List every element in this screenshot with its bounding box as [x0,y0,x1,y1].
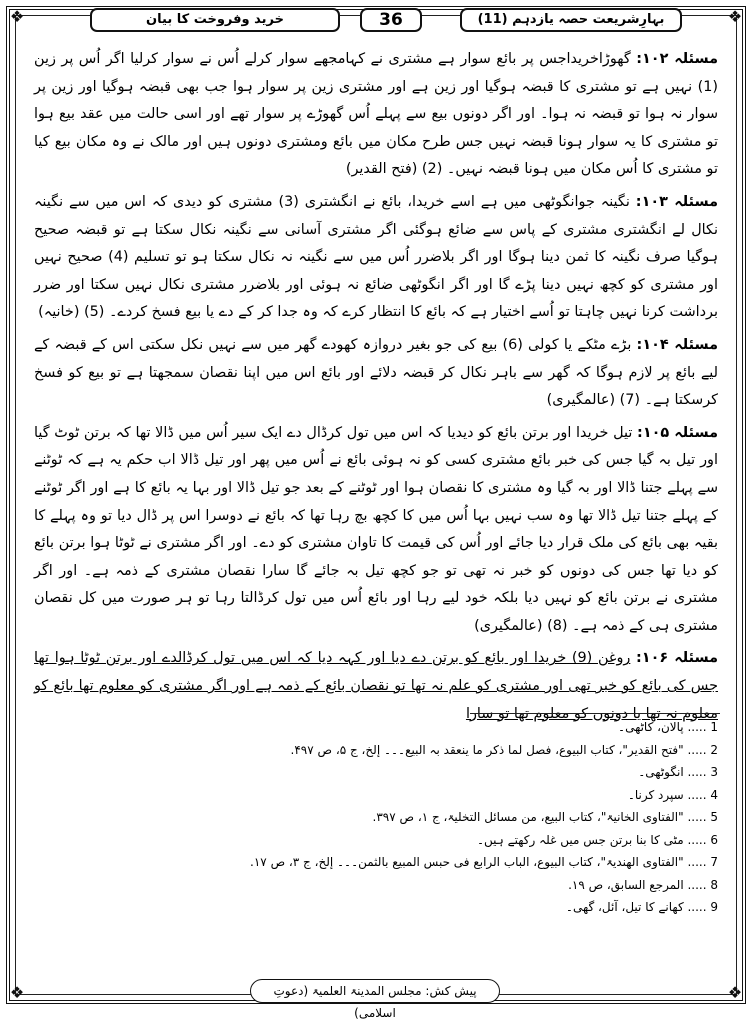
masala-label: مسئلہ ۱۰۵: [637,424,719,441]
footnote-item: 5 ..... "الفتاوی الخانیۃ"، کتاب البیع، من مسائل التخلیۃ، ج ۱، ص ۳۹۷. [372,810,718,824]
page-number: 36 [360,8,422,32]
publisher-footer: پیش کش: مجلس المدینۃ العلمیۃ (دعوتِ اسلامی) [250,979,500,1003]
masala-text: نگینہ جوانگوٹھی میں ہے اسے خریدا، بائع نے انگشتری (3) مشتری کو دیدی کہ اس میں سے نگینہ نکال لے انگشتری مشتری کے پاس سے ضائع ہوگئی اگر مشتری آسانی سے نگینہ نکال سکتا ہے تو قبضہ صحیح ہوگیا صرف نگینہ کا ثمن دینا ہوگا اور اگر بلاضرر اُس میں سے نگینہ نہ نکال سکتا ہو تو تسلیم (4) صحیح نہیں اور مشتری کو کچھ نہیں دینا پڑے گا اور اگر انگوٹھی ضائع نہ ہوئی اور بلاضرر مشتری نکال نہیں سکتا اور ضرر برداشت کرنا نہیں چاہتا تو اُسے اختیار ہے کہ بائع کا انتظار کرے کہ وہ جدا کر کے دے یا بیع فسخ کردے۔ (5) (خانیہ) [34,193,719,321]
masala-text: روغن (9) خریدا اور بائع کو برتن دے دیا اور کہہ دیا کہ اس میں تول کرڈالدے اور برتن ٹوٹا ہوا تھا جس کی بائع کو خبر تھی اور مشتری کو علم نہ تھا تو نقصان بائع کے ذمہ ہے اور اگر مشتری کو معلوم تھا بائع کو معلوم نہ تھا یا دونوں کو معلوم تھا تو سارا [34,650,718,722]
masala-label: مسئلہ ۱۰۴: [636,336,718,353]
footnote-item: 8 ..... المرجع السابق، ص ۱۹. [568,877,718,892]
main-text [34,46,718,733]
footnote-item: 2 ..... "فتح القدیر"، کتاب البیوع، فصل لما ذکر ما ینعقد بہ البیع۔۔۔ إلخ، ج ۵، ص ۴۹۷. [290,742,718,757]
masala-label: مسئلہ ۱۰۲: [636,51,719,67]
footnote-item: 3 ..... انگوٹھی۔ [638,765,718,779]
masala-105 [34,420,718,641]
chapter-title: خرید وفروخت کا بیان [90,8,340,32]
footnote-item: 6 ..... مٹی کا بنا برتن جس میں غلہ رکھتے ہیں۔ [476,832,718,847]
masala-104 [34,332,718,415]
corner-ornament-icon: ❖ [727,7,743,26]
masala-label: مسئلہ ۱۰۳: [635,193,719,210]
footnotes [34,716,718,919]
footnote-item: 7 ..... "الفتاوی الھندیۃ"، کتاب البیوع، الباب الرابع فی حبس المبیع بالثمن۔۔۔ إلخ، ج ۳، ص ۱۷. [250,855,718,869]
page-header [20,6,732,34]
masala-label: مسئلہ ۱۰۶: [636,650,718,667]
corner-ornament-icon: ❖ [9,7,25,26]
footnote-item: 9 ..... کھانے کا تیل، آئل، گھی۔ [565,900,718,914]
footnote-divider [470,713,720,714]
footnote-item: 1 ..... پالان، کاٹھی۔ [618,720,718,734]
book-title: بہارِشریعت حصہ یازدہم (11) [460,8,682,32]
masala-102 [34,46,718,184]
masala-text: گھوڑاخریداجس پر بائع سوار ہے مشتری نے کہامجھے سوار کرلے اُس نے سوار کرلیا اگر اُس پر زین (1) نہیں ہے تو مشتری کا قبضہ ہوگیا اور زین ہے اور مشتری زین پر سوار ہوا جب بھی قبضہ ہوگیا اور زین پر سوار نہ ہوا تو قبضہ نہ ہوا۔ اور اگر دونوں بیع سے پہلے اُس گھوڑے پر سوار تھے اور اسی حالت میں عقد بیع ہوا تو مشتری کا یہ سوار ہونا قبضہ نہیں جس طرح مکان میں بائع ومشتری دونوں ہیں اور مالک نے وہ مکان بیع کیا تو مشتری کا اُس مکان میں ہونا قبضہ نہیں۔ (2) (فتح القدیر) [34,51,718,178]
masala-text: تیل خریدا اور برتن بائع کو دیدیا کہ اس میں تول کرڈال دے ایک سیر اُس میں ڈالا تھا کہ برتن ٹوٹ گیا اور تیل بہ گیا جس کی خبر بائع مشتری کسی کو نہ ہوئی بائع نے اُس میں پھر اور تیل ڈالا اب حکم یہ ہے کہ ٹوٹنے سے پہلے جتنا ڈالا اور بہ گیا وہ مشتری کا نقصان ہوا اور ٹوٹنے کے بعد جو تیل ڈالا اور بہا یہ بائع کا ہے اور اگر ٹوٹنے کے پہلے جتنا تیل ڈالا تھا وہ سب نہیں بہا اُس میں کا کچھ بچ رہا تھا کہ بائع نے دوسرا اس پر ڈال دیا تو وہ پہلے کا بقیہ بھی بائع کی ملک قرار دیا جائے اور اُس کی قیمت کا تاوان مشتری کو دے۔ اور اگر مشتری نے ٹوٹا ہوا برتن بائع کو دیا تھا جس کی دونوں کو خبر نہ تھی تو جو کچھ تیل بہ جائے گا سارا نقصان مشتری کے ذمہ ہے۔ اور اگر مشتری نے برتن بائع کو نہیں دیا بلکہ خود لیے رہا اور بائع اُس میں تول کرڈالتا رہا تو ہر صورت میں کل نقصان مشتری ہی کے ذمہ ہے۔ (8) (عالمگیری) [34,424,718,634]
corner-ornament-icon: ❖ [727,983,743,1002]
masala-text: بڑے مٹکے یا کولی (6) بیع کی جو بغیر دروازہ کھودے گھر میں سے نہیں نکل سکتی اس کے قبضہ کے لیے بائع پر لازم ہوگا کہ گھر سے باہر نکال کر قبضہ دلائے اور بائع اس میں اپنا نقصان سمجھتا ہے تو بیع کو فسخ کرسکتا ہے۔ (7) (عالمگیری) [34,336,718,409]
corner-ornament-icon: ❖ [9,983,25,1002]
masala-103 [34,189,718,327]
footnote-item: 4 ..... سپرد کرنا۔ [627,787,718,802]
